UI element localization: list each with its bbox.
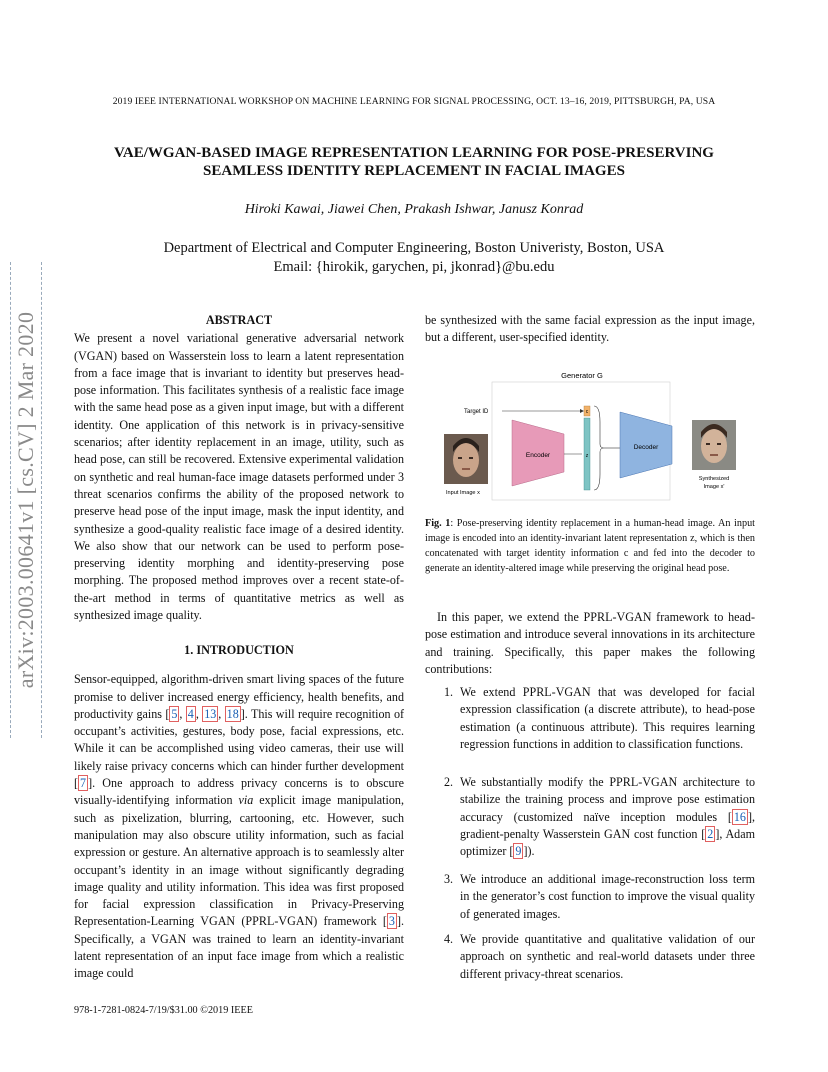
encoder-label: Encoder xyxy=(525,452,551,459)
citation-link[interactable]: 3 xyxy=(388,914,395,929)
decoder-label: Decoder xyxy=(633,444,659,451)
title-line-1: VAE/WGAN-BASED IMAGE REPRESENTATION LEARNING FOR POSE-PRESERVING xyxy=(114,145,714,161)
synthesized-label-1: Synthesized xyxy=(698,476,730,482)
email: Email: {hirokik, garychen, pi, jkonrad}@bu.edu xyxy=(273,259,555,275)
contribution-item: 2. We substantially modify the PPRL-VGAN architecture to stabilize the training process and improve pose estimation accuracy (customized naïve inception modules [ 16 ], gradient-penalty Wasserstein GAN cost function [ 2 ], Adam optimizer [ 9 ]). xyxy=(444,775,756,859)
citation-link[interactable]: 18 xyxy=(226,706,239,721)
figure-1 xyxy=(440,362,740,502)
introduction-paragraph: Sensor-equipped, algorithm-driven smart living spaces of the future promise to deliver increased energy efficiency, health benefits, and productivity gains [ 5 , 4 , 13 , 18 ]. This will require recognition of occupant’s activities, gestures, body pose, facial expressions, etc. While it can be accomplished using video cameras, their use will likely raise privacy concerns which can hinder further development [ 7 ]. One approach to address privacy concerns is to obscure visually-identifying information via explicit image manipulation, such as pixelization, blurring, cartooning, etc. However, such manipulation may also obscure utility information, such as facial expression or gesture. An alternative approach is to seamlessly alter occupant’s identity in an image without significantly degrading image quality and utility information. This idea was first proposed for facial expression classification in Privacy-Preserving Representation-Learning VGAN (PPRL-VGAN) framework [ 3 ]. Specifically, a VGAN was trained to learn an identity-invariant latent representation of an input face image from which a realistic image could xyxy=(74,672,405,981)
synthesized-face-image xyxy=(692,420,736,470)
input-face-image xyxy=(444,434,488,484)
synthesized-label-2: Image x' xyxy=(703,484,725,490)
citation-link[interactable]: 16 xyxy=(733,809,746,824)
input-image-label: Input Image x xyxy=(446,490,480,496)
affiliation-block xyxy=(0,239,828,277)
arxiv-stamp[interactable] xyxy=(10,262,42,738)
figure-1-caption xyxy=(425,516,755,576)
paper-title xyxy=(60,144,768,180)
contribution-item: 3. We introduce an additional image-reconstruction loss term in the generator’s cost function to improve the visual quality of generated images. xyxy=(444,872,755,921)
abstract-heading: ABSTRACT xyxy=(205,313,273,327)
z-label: z xyxy=(585,453,589,459)
running-header: 2019 IEEE INTERNATIONAL WORKSHOP ON MACHINE LEARNING FOR SIGNAL PROCESSING, OCT. 13–16, 2019, PITTSBURGH, PA, USA xyxy=(112,96,716,107)
introduction-heading: 1. INTRODUCTION xyxy=(184,643,294,657)
citation-link[interactable]: 7 xyxy=(80,776,87,791)
abstract-text: We present a novel variational generative adversarial network (VGAN) based on Wasserstein loss to learn a latent representation from a face image that is invariant to identity but preserves head-pose information. This facilitates synthesis of a realistic face image with the same head pose as a given input image, but with a different identity. One application of this network is in privacy-sensitive scenarios; after identity replacement in an image, utility, such as head pose, can still be recovered. Extensive experimental validation on synthetic and real human-face image datasets performed under 3 threat scenarios confirms the ability of the proposed network to preserve head pose of the input image, mask the input identity, and synthesize a good-quality realistic face image of a desired identity. We also show that our network can be used to perform pose-preserving identity morphing and identity-preserving pose morphing. The proposed method improves over a recent state-of-the-art method in terms of quantitative metrics as well as synthesized image quality. xyxy=(74,331,404,623)
target-id-label: Target ID xyxy=(464,409,489,415)
right-column-continuation: be synthesized with the same facial expression as the input image, but a different, user-specified identity. xyxy=(425,313,755,345)
author-list: Hiroki Kawai, Jiawei Chen, Prakash Ishwar, Janusz Konrad xyxy=(244,202,584,217)
copyright-footer: 978-1-7281-0824-7/19/$31.00 ©2019 IEEE xyxy=(74,1005,253,1016)
introduction-section xyxy=(74,642,404,983)
c-label: c xyxy=(585,409,589,415)
generator-diagram xyxy=(440,362,740,502)
caption-text: : Pose-preserving identity replacement in a human-head image. An input image is encoded into an identity-invariant latent representation z, which is then concatenated with target identity information c and fed into the decoder to generate an identity-altered image while preserving the original head pose. xyxy=(425,518,755,574)
contribution-item: 1. We extend PPRL-VGAN that was developed for facial expression classification (a discrete attribute), to head-pose estimation (a continuous attribute). This requires learning regression functions in addition to classification functions. xyxy=(444,685,755,751)
contribution-item: 4. We provide quantitative and qualitative validation of our approach on synthetic and real-world datasets under three different privacy-threat scenarios. xyxy=(444,932,755,981)
citation-link[interactable]: 2 xyxy=(707,826,714,841)
affiliation: Department of Electrical and Computer Engineering, Boston Univeristy, Boston, USA xyxy=(163,240,665,256)
contributions-intro: In this paper, we extend the PPRL-VGAN framework to head-pose estimation and introduce several innovations in its architecture and training. Specifically, this paper makes the following contributions: xyxy=(425,610,755,676)
abstract-section xyxy=(74,312,404,624)
citation-link[interactable]: 5 xyxy=(171,706,178,721)
generator-label: Generator G xyxy=(561,371,603,380)
citation-link[interactable]: 13 xyxy=(204,706,217,721)
title-line-2: SEAMLESS IDENTITY REPLACEMENT IN FACIAL IMAGES xyxy=(203,163,625,179)
citation-link[interactable]: 9 xyxy=(515,844,522,859)
figure-label: Fig. 1 xyxy=(425,518,451,529)
citation-link[interactable]: 4 xyxy=(187,706,194,721)
concat-brace xyxy=(594,406,604,490)
arxiv-id: arXiv:2003.00641v1 [cs.CV] 2 Mar 2020 xyxy=(13,311,38,689)
